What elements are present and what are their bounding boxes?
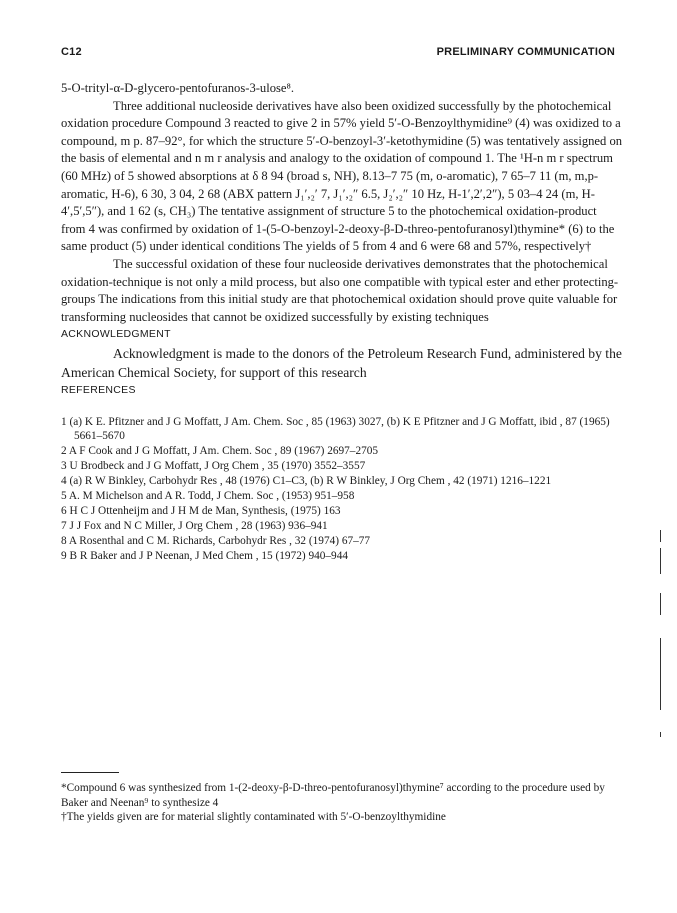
margin-mark — [660, 593, 661, 615]
page-header — [61, 46, 615, 62]
footnote-star: *Compound 6 was synthesized from 1-(2-deoxy-β-D-threo-pentofuranosyl)thymine⁷ according to the procedure used by Baker and Neenan⁹ to synthesize 4 — [61, 782, 605, 809]
margin-mark — [660, 530, 661, 542]
running-title: PRELIMINARY COMMUNICATION — [436, 46, 615, 58]
margin-mark — [660, 732, 661, 737]
paragraph-conclusion: The successful oxidation of these four nucleoside derivatives demonstrates that the photochemical oxidation-technique is not only a mild process, but also one compatible with typical ester and ether protecting-groups The indications from this initial study are that photochemical oxidation should prove quite valuable for transforming nucleosides that cannot be oxidized successfully by existing techniques — [61, 256, 619, 324]
reference-item: 4 (a) R W Binkley, Carbohydr Res , 48 (1976) C1–C3, (b) R W Binkley, J Org Chem , 42 (1971) 1216–1221 — [61, 475, 552, 488]
reference-item: 8 A Rosenthal and C M. Richards, Carbohydr Res , 32 (1974) 67–77 — [61, 534, 371, 547]
footnotes — [61, 781, 623, 825]
margin-mark — [660, 548, 661, 574]
acknowledgment-heading: ACKNOWLEDGMENT — [61, 328, 171, 341]
reference-item: 6 H C J Ottenheijm and J H M de Man, Synthesis, (1975) 163 — [61, 504, 341, 517]
footnote-dagger: †The yields given are for material slightly contaminated with 5′-O-benzoylthymidine — [61, 811, 446, 824]
acknowledgment-text: Acknowledgment is made to the donors of the Petroleum Research Fund, administered by the American Chemical Society, for support of this research — [61, 345, 622, 380]
reference-item: 9 B R Baker and J P Neenan, J Med Chem , 15 (1972) 940–944 — [61, 549, 348, 562]
paragraph-continuation: 5-O-trityl-α-D-glycero-pentofuranos-3-ulose⁸. — [61, 81, 295, 95]
paragraph-oxidation-results: Three additional nucleoside derivatives have also been oxidized successfully by the photochemical oxidation procedure Compound 3 reacted to give 2 in 57% yield 5′-O-Benzoylthymidine⁹ (4) was oxidized to a compound, m p. 87–92°, for which the structure 5′-O-benzoyl-3′-ketothymidine (5) was tentatively assigned on the basis of elemental and n m r analysis and analogy to the oxidation of compound 1. The ¹H-n m r spectrum (60 MHz) of 5 showed absorptions at δ 8 94 (broad s, NH), 8.13–7 75 (m, o-aromatic), 7 65–7 11 (m, m,p-aromatic, H-6), 6 30, 3 04, 2 68 (ABX pattern J₁′,₂′ 7, J₁′,₂″ 6.5, J₂′,₂″ 10 Hz, H-1′,2′,2″), 5 03–4 24 (m, H-4′,5′,5″), and 1 62 (s, CH₃) The tentative assignment of structure 5 to the photochemical oxidation-product from 4 was confirmed by oxidation of 1-(5-O-benzoyl-2-deoxy-β-D-threo-pentofuranosyl)thymine* (6) to the same product (5) under identical conditions The yields of 5 from 4 and 6 were 68 and 57%, respectively† — [61, 98, 623, 254]
reference-item: 2 A F Cook and J G Moffatt, J Am. Chem. Soc , 89 (1967) 2697–2705 — [61, 445, 379, 458]
reference-item: 3 U Brodbeck and J G Moffatt, J Org Chem , 35 (1970) 3552–3557 — [61, 460, 366, 473]
reference-list — [61, 415, 623, 564]
margin-mark — [660, 638, 661, 710]
article-body — [61, 80, 623, 564]
page-number: C12 — [61, 46, 82, 58]
footnote-rule — [61, 772, 119, 773]
reference-item: 7 J J Fox and N C Miller, J Org Chem , 28 (1963) 936–941 — [61, 519, 328, 532]
reference-item: 5 A. M Michelson and A R. Todd, J Chem. Soc , (1953) 951–958 — [61, 490, 355, 503]
references-heading: REFERENCES — [61, 383, 136, 396]
reference-item: 1 (a) K E. Pfitzner and J G Moffatt, J Am. Chem. Soc , 85 (1963) 3027, (b) K E Pfitzner and J G Moffatt, ibid , 87 (1965) 5661–5670 — [61, 415, 610, 443]
